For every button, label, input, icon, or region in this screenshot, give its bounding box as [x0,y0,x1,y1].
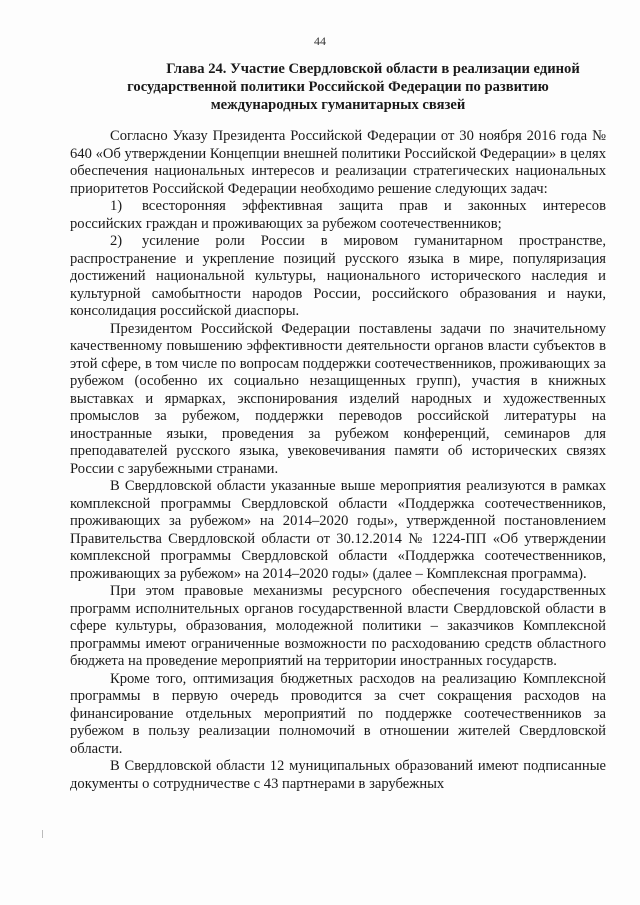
chapter-title-line-2: государственной политики Российской Федерации по развитию [127,79,549,95]
page-number: 44 [314,34,326,48]
list-item-text: всесторонняя эффективная защита прав и законных интересов российских граждан и проживающих за рубежом соотечественников; [70,198,606,232]
chapter-title-line-1: Глава 24. Участие Свердловской области в реализации единой [166,61,580,77]
list-item [70,198,606,233]
paragraph: В Свердловской области указанные выше мероприятия реализуются в рамках комплексной программы Свердловской области «Поддержка соотечественников, проживающих за рубежом» на 2014–2020 годы», утвержденной постановлением Правительства Свердловской области от 30.12.2014 № 1224-ПП «Об утверждении комплексной программы Свердловской области «Поддержка соотечественников, проживающих за рубежом» на 2014–2020 годы» (далее – Комплексная программа). [70,478,606,582]
list-item-text: усиление роли России в мировом гуманитарном пространстве, распространение и укрепление позиций русского языка в мире, популяризация достижений национальной культуры, национального исторического наследия и культурной самобытности народов России, российского образования и науки, консолидация российской диаспоры. [70,233,606,319]
paragraph: Согласно Указу Президента Российской Федерации от 30 ноября 2016 года № 640 «Об утверждении Концепции внешней политики Российской Федерации» в целях обеспечения национальных интересов и реализации стратегических национальных приоритетов Российской Федерации необходимо решение следующих задач: [70,128,606,197]
list-number: 1) [110,198,123,214]
paragraph: Президентом Российской Федерации поставлены задачи по значительному качественному повышению эффективности деятельности органов власти субъектов в этой сфере, в том числе по вопросам поддержки соотечественников, проживающих за рубежом (особенно их социально незащищенных групп), участия в книжных выставках и ярмарках, экспонирования изделий народных и художественных промыслов за рубежом, поддержки переводов российской литературы на иностранные языки, проведения за рубежом конференций, семинаров для преподавателей русского языка, увековечивания памяти об исторических связях России с зарубежными странами. [70,320,606,477]
chapter-title-line-3: международных гуманитарных связей [210,97,466,113]
paragraph: Кроме того, оптимизация бюджетных расходов на реализацию Комплексной программы в первую очередь проводится за счет сокращения расходов на финансирование отдельных мероприятий по поддержке соотечественников за рубежом в пользу реализации полномочий в отношении жителей Свердловской области. [70,670,606,757]
paragraph: При этом правовые механизмы ресурсного обеспечения государственных программ исполнительных органов государственной власти Свердловской области в сфере культуры, образования, молодежной политики – заказчиков Комплексной программы имеют ограниченные возможности по расходованию средств областного бюджета на проведение мероприятий на территории иностранных государств. [70,583,606,669]
document-body [70,128,606,793]
chapter-title [70,60,606,114]
list-number: 2) [110,233,123,249]
paragraph: В Свердловской области 12 муниципальных образований имеют подписанные документы о сотрудничестве с 43 партнерами в зарубежных [70,758,606,792]
margin-mark [42,830,45,838]
list-item [70,233,606,321]
